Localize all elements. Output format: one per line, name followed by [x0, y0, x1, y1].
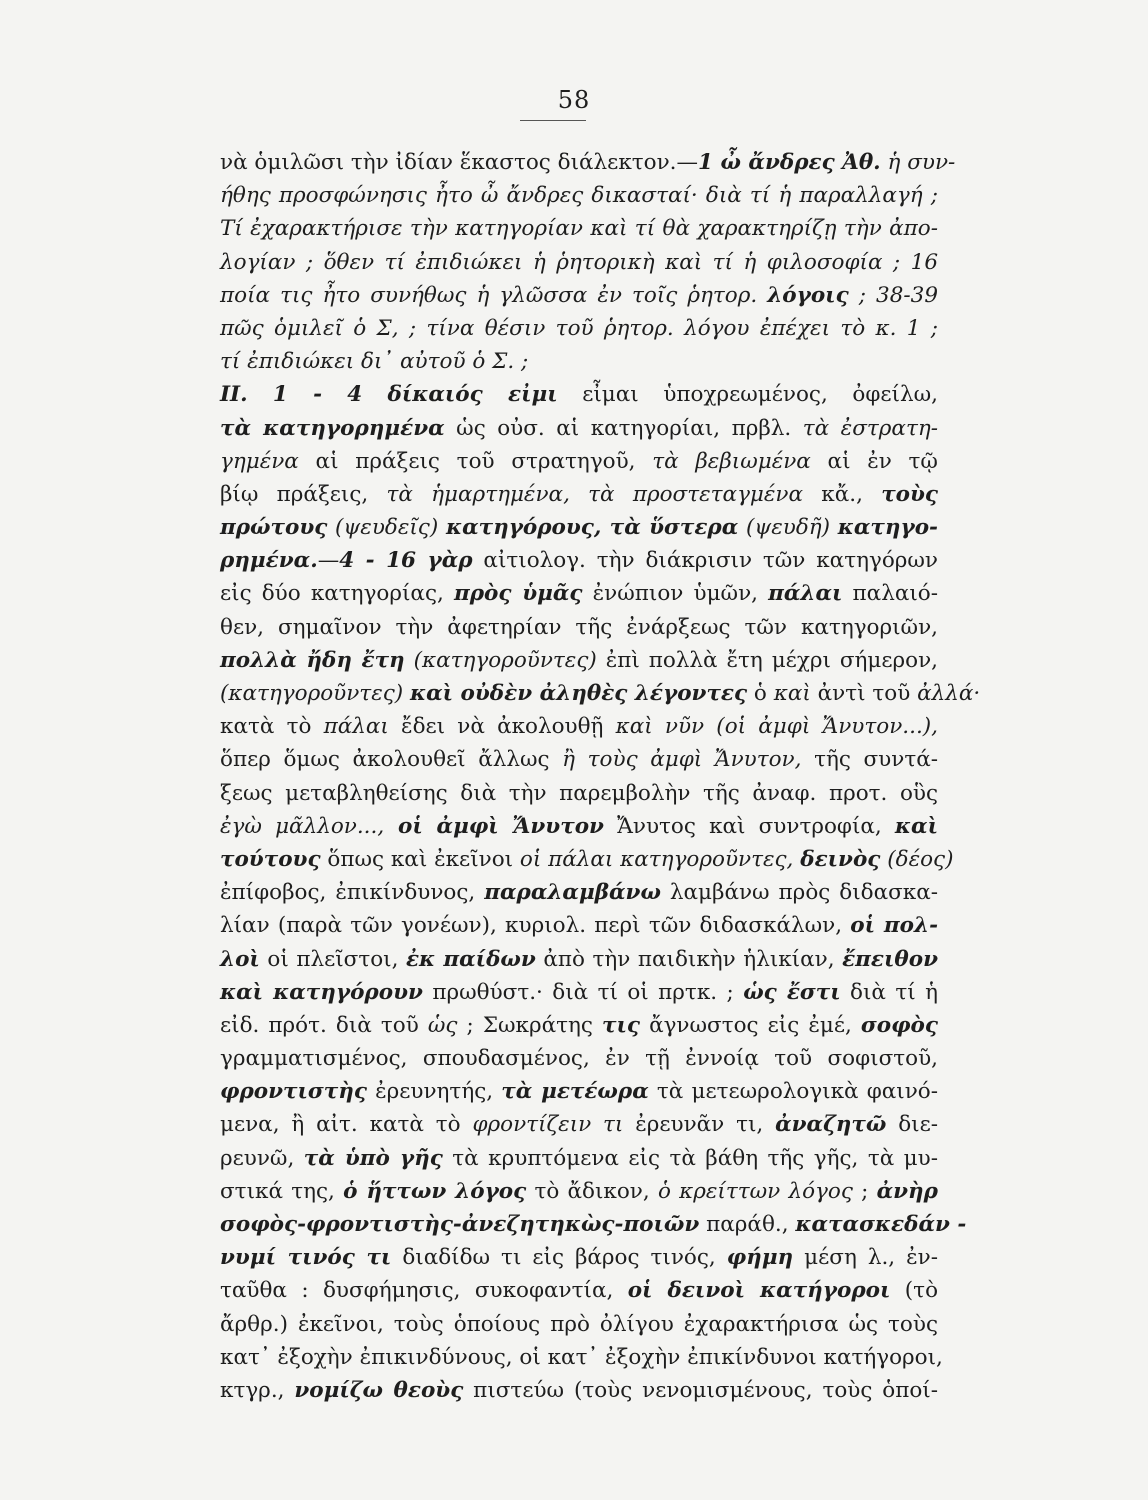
gloss: (τὸ	[890, 1278, 939, 1304]
gloss: —	[317, 548, 340, 574]
lemma: οἱ πολ-	[850, 913, 938, 939]
text-line	[220, 976, 938, 1009]
gloss: τί ἐπιδιώκει δι᾽ αὐτοῦ ὁ Σ. ;	[220, 349, 529, 375]
lemma: καὶ κατηγόρουν	[220, 979, 423, 1005]
gloss: ἐγὼ μᾶλλον...,	[220, 813, 385, 839]
gloss: κατ᾽ ἐξοχὴν ἐπικινδύνους, οἱ κατ᾽ ἐξοχὴν ἐπικίνδυνοι κατήγοροι,	[220, 1344, 943, 1370]
body-text	[220, 146, 981, 1407]
gloss: εἶμαι ὑποχρεωμένος, ὀφείλω,	[557, 382, 938, 408]
gloss: μενα, ἢ αἰτ. κατὰ τὸ	[220, 1112, 473, 1138]
text-line	[220, 312, 938, 345]
gloss: τὰ μετεωρολογικὰ φαινό-	[648, 1079, 939, 1105]
text-line	[220, 412, 938, 445]
gloss: ἢ τοὺς ἀμφὶ Ἄνυτον,	[562, 747, 802, 773]
text-line	[220, 943, 938, 976]
lemma: φροντιστὴς	[220, 1079, 367, 1105]
gloss: (δέος)	[880, 846, 954, 872]
gloss: (ψευδῆ)	[738, 515, 838, 541]
gloss: καὶ νῦν (οἱ ἀμφὶ Ἄνυτον...),	[615, 714, 938, 740]
gloss: διαδίδω τι εἰς βάρος τινός,	[391, 1245, 727, 1271]
lemma: λόγοις	[767, 282, 849, 308]
lemma: κατασκεδάν -	[795, 1212, 967, 1237]
text-line	[220, 279, 938, 312]
gloss: ήθης προσφώνησις ἦτο ὦ ἄνδρες δικασταί· διὰ τί ἡ παραλλαγή ;	[220, 183, 938, 209]
gloss: πρωθύστ.· διὰ τί οἱ πρτκ. ;	[422, 979, 744, 1005]
gloss: λίαν (παρὰ τῶν γονέων), κυριολ. περὶ τῶν διδασκάλων,	[220, 913, 851, 939]
text-line	[220, 843, 954, 876]
lemma: ἀναζητῶ	[775, 1112, 887, 1138]
lemma: τὰ ὑπὸ γῆς	[303, 1145, 443, 1171]
lemma: καὶ	[894, 813, 938, 839]
lemma: σοφὸς	[860, 1012, 938, 1038]
gloss: παράθ.,	[699, 1212, 796, 1237]
gloss: ξεως μεταβληθείσης διὰ τὴν παρεμβολὴν τῆς ἀναφ. προτ. οὓς	[220, 780, 938, 806]
text-line	[220, 1142, 938, 1175]
gloss: μέση λ., ἐν-	[793, 1245, 938, 1271]
gloss: πάλαι	[323, 714, 389, 740]
gloss: βίῳ πράξεις,	[220, 481, 387, 507]
gloss: ἄγνωστος εἰς ἐμέ,	[640, 1012, 861, 1038]
text-line	[220, 909, 938, 942]
lemma: παραλαμβάνω	[484, 880, 661, 906]
gloss: ὅπερ ὅμως ἀκολουθεῖ ἄλλως	[220, 747, 563, 773]
gloss: ποία τις ἦτο συνήθως ἡ γλῶσσα ἐν τοῖς ῥητορ.	[220, 282, 768, 308]
text-line	[220, 577, 938, 610]
gloss: ἀντὶ τοῦ	[810, 681, 918, 706]
gloss: τὸ ἄδικον,	[526, 1178, 658, 1204]
text-line	[220, 810, 938, 843]
text-line	[220, 611, 938, 644]
gloss: τῆς συντά-	[801, 747, 938, 773]
lemma: τοὺς	[881, 481, 939, 507]
gloss: αἰτιολογ. τὴν διάκρισιν τῶν κατηγόρων	[472, 548, 939, 574]
text-line	[220, 1274, 938, 1307]
lemma: 4 - 16 γὰρ	[339, 548, 473, 574]
gloss: τὰ κρυπτόμενα εἰς τὰ βάθη τῆς γῆς, τὰ μυ-	[442, 1145, 938, 1171]
text-line	[220, 1374, 938, 1407]
lemma: ὁ ἥττων λόγος	[343, 1178, 527, 1204]
lemma: ρημένα.	[220, 548, 318, 574]
text-line	[220, 1108, 938, 1141]
text-line	[220, 544, 938, 577]
text-line	[220, 378, 938, 411]
text-line	[220, 710, 938, 743]
text-line	[220, 876, 938, 909]
gloss: γραμματισμένος, σπουδασμένος, ἐν τῇ ἐννοίᾳ τοῦ σοφιστοῦ,	[220, 1046, 938, 1072]
gloss: κἄ.,	[803, 481, 882, 507]
gloss: τὰ ἐστρατη-	[802, 415, 938, 441]
gloss: εἰς δύο κατηγορίας,	[220, 581, 454, 607]
lemma: καὶ οὐδὲν ἀληθὲς λέγοντες	[410, 681, 748, 706]
gloss: ἐπὶ πολλὰ ἔτη μέχρι σήμερον,	[605, 647, 938, 673]
gloss: τὰ ἡμαρτημένα, τὰ προστεταγμένα	[386, 481, 804, 507]
lemma: τις	[602, 1012, 640, 1038]
gloss: θεν, σημαῖνον τὴν ἀφετηρίαν τῆς ἐνάρξεως τῶν κατηγοριῶν,	[220, 614, 938, 640]
lemma: νομίζω θεοὺς	[294, 1377, 464, 1403]
gloss: λογίαν ; ὅθεν τί ἐπιδιώκει ἡ ῥητορικὴ καὶ τί ἡ φιλοσοφία ; 16	[220, 249, 938, 275]
gloss: κτγρ.,	[220, 1377, 295, 1403]
gloss: φροντίζειν τι	[472, 1112, 624, 1138]
gloss: αἱ ἐν τῷ	[810, 448, 938, 474]
gloss: ὡς οὐσ. αἱ κατηγορίαι, πρβλ.	[444, 415, 803, 441]
lemma: πάλαι	[768, 581, 843, 607]
gloss: λαμβάνω πρὸς διδασκα-	[660, 880, 939, 906]
text-line	[220, 146, 956, 179]
text-line	[220, 1042, 938, 1075]
gloss: νὰ ὁμιλῶσι τὴν ἰδίαν ἕκαστος διάλεκτον.—	[220, 150, 698, 175]
gloss: Ἄνυτος καὶ συντροφία,	[603, 813, 895, 839]
gloss: ἔδει νὰ ἀκολουθῇ	[388, 714, 616, 740]
gloss: ἀπὸ τὴν παιδικὴν ἡλικίαν,	[535, 946, 843, 972]
gloss: (ψευδεῖς)	[327, 515, 446, 541]
gloss: διε-	[886, 1112, 938, 1138]
gloss: διὰ τί ἡ	[840, 979, 938, 1005]
lemma: τὰ κατηγορημένα	[220, 415, 445, 441]
text-line	[220, 743, 938, 776]
page-number: 58	[557, 86, 591, 114]
gloss: ἀλλά·	[917, 681, 981, 706]
lemma: οἱ ἀμφὶ Ἄνυτον	[384, 813, 604, 839]
gloss: ἡ συν-	[880, 150, 956, 175]
text-line	[220, 677, 981, 710]
lemma: 1 ὦ ἄνδρες Ἀθ.	[698, 150, 881, 175]
lemma: λοὶ	[220, 946, 260, 972]
gloss: οἱ πλεῖστοι,	[259, 946, 406, 972]
gloss: ;	[852, 1178, 877, 1204]
gloss: καὶ	[773, 681, 811, 706]
text-line	[220, 246, 938, 279]
text-line	[220, 445, 938, 478]
text-line	[220, 1208, 967, 1241]
text-line	[220, 777, 938, 810]
gloss: ρευνῶ,	[220, 1145, 304, 1171]
gloss: ὁ κρείττων λόγος	[657, 1178, 853, 1204]
lemma: ἐκ παίδων	[405, 946, 536, 972]
lemma: ἀνὴρ	[876, 1178, 938, 1204]
text-line	[220, 644, 938, 677]
gloss: γημένα	[220, 448, 299, 474]
gloss: (κατηγοροῦντες)	[220, 681, 410, 706]
lemma: κατηγο-	[837, 515, 938, 541]
gloss: ὅπως καὶ ἐκεῖνοι	[320, 846, 520, 872]
gloss: εἰδ. πρότ. διὰ τοῦ	[220, 1012, 428, 1038]
lemma: ὡς ἔστι	[743, 979, 841, 1005]
text-line	[220, 1075, 938, 1108]
gloss: τὰ βεβιωμένα	[652, 448, 811, 474]
gloss: αἱ πράξεις τοῦ στρατηγοῦ,	[298, 448, 653, 474]
gloss: παλαιό-	[842, 581, 938, 607]
gloss: ; Σωκράτης	[457, 1012, 603, 1038]
gloss: στικά της,	[220, 1178, 344, 1204]
text-line	[220, 478, 938, 511]
text-line	[220, 1241, 938, 1274]
lemma: ἔπειθον	[842, 946, 938, 972]
gloss: κατὰ τὸ	[220, 714, 324, 740]
gloss: (κατηγοροῦντες)	[404, 647, 606, 673]
gloss: ἐνώπιον ὑμῶν,	[582, 581, 769, 607]
gloss: ἄρθρ.) ἐκεῖνοι, τοὺς ὁποίους πρὸ ὀλίγου ἐχαρακτήρισα ὡς τοὺς	[220, 1311, 938, 1337]
gloss: ὁ	[747, 681, 774, 706]
lemma: σοφὸς-φροντιστὴς-ἀνεζητηκὼς-ποιῶν	[220, 1212, 700, 1237]
gloss: ταῦθα : δυσφήμησις, συκοφαντία,	[220, 1278, 628, 1304]
lemma: πρὸς ὑμᾶς	[453, 581, 583, 607]
gloss: πῶς ὁμιλεῖ ὁ Σ, ; τίνα θέσιν τοῦ ῥητορ. λόγου ἐπέχει τὸ κ. 1 ;	[220, 315, 938, 341]
gloss: ; 38-39	[848, 282, 938, 308]
text-line	[220, 1175, 938, 1208]
lemma: τὰ μετέωρα	[501, 1079, 649, 1105]
gloss: πιστεύω (τοὺς νενομισμένους, τοὺς ὁποί-	[463, 1377, 938, 1403]
lemma: φήμη	[726, 1245, 794, 1271]
lemma: οἱ δεινοὶ κατήγοροι	[627, 1278, 891, 1304]
lemma: ΙΙ. 1 - 4 δίκαιός εἰμι	[220, 382, 558, 408]
gloss: Τί ἐχαρακτήρισε τὴν κατηγορίαν καὶ τί θὰ χαρακτηρίζῃ τὴν ἀπο-	[220, 216, 938, 242]
text-line	[220, 345, 938, 378]
lemma: νυμί τινός τι	[220, 1245, 392, 1271]
gloss: ἐπίφοβος, ἐπικίνδυνος,	[220, 880, 485, 906]
lemma: πολλὰ ἤδη ἔτη	[220, 647, 405, 673]
text-line	[220, 1009, 938, 1042]
lemma: δεινὸς	[800, 846, 881, 872]
page-number-rule	[520, 120, 586, 121]
text-line	[220, 179, 938, 212]
lemma: τούτους	[220, 846, 321, 872]
gloss: οἱ πάλαι κατηγοροῦντες,	[519, 846, 801, 872]
text-line	[220, 1341, 943, 1374]
text-line	[220, 1308, 938, 1341]
gloss: ἐρευνητής,	[366, 1079, 502, 1105]
gloss: ἐρευνᾶν τι,	[623, 1112, 776, 1138]
text-line	[220, 212, 938, 245]
gloss: ὡς	[427, 1012, 458, 1038]
lemma: κατηγόρους, τὰ ὕστερα	[445, 515, 739, 541]
lemma: πρώτους	[220, 515, 328, 541]
text-line	[220, 511, 938, 544]
